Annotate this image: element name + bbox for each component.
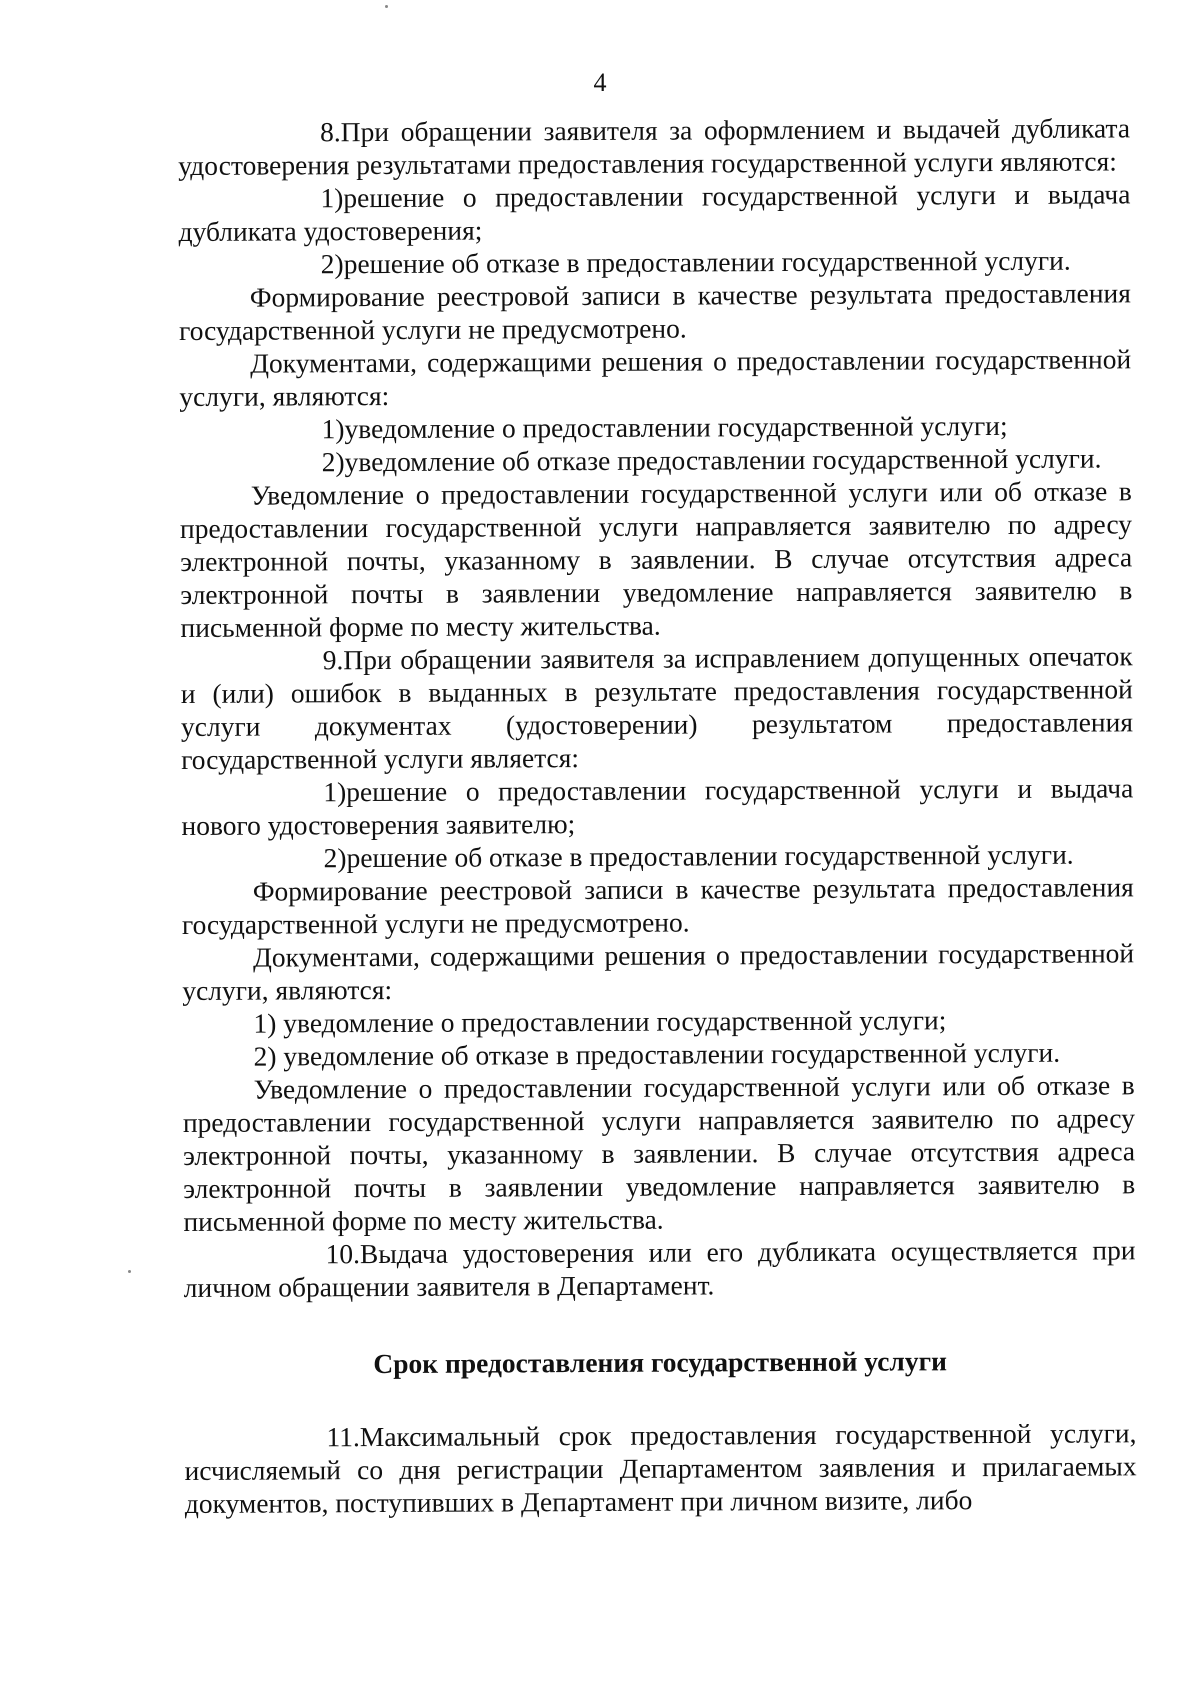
- paragraph-text: Выдача удостоверения или его дубликата осуществляется при личном обращении заявителя в Департамент.: [183, 1234, 1136, 1303]
- section-heading: Срок предоставления государственной услуги: [373, 1345, 947, 1380]
- paragraph-text: решение об отказе в предоставлении государственной услуги.: [343, 244, 1071, 280]
- item-number: 10.: [325, 1238, 361, 1270]
- paragraph: [182, 936, 1134, 1007]
- paragraph-text: Формирование реестровой записи в качестве результата предоставления государственной услуги не предусмотрено.: [178, 277, 1131, 346]
- page-number: 4: [593, 68, 607, 97]
- scan-speck: [385, 5, 388, 8]
- paragraph: [179, 276, 1131, 347]
- item-number: 2): [323, 842, 347, 874]
- paragraph-text: решение об отказе в предоставлении государственной услуги.: [346, 838, 1074, 874]
- paragraph-text: Формирование реестровой записи в качестве результата предоставления государственной услуги не предусмотрено.: [181, 871, 1134, 940]
- paragraph-text: Документами, содержащими решения о предоставлении государственной услуги, являются:: [182, 937, 1135, 1006]
- list-item: [179, 408, 1131, 446]
- item-number: 8.: [320, 116, 341, 148]
- paragraph-text: уведомление об отказе предоставлении государственной услуги.: [344, 442, 1102, 478]
- item-number: 1): [323, 776, 347, 808]
- list-item: [180, 441, 1132, 479]
- paragraph-text: При обращении заявителя за исправлением допущенных опечаток и (или) ошибок в выданных в результате предоставления государственной услуги документах (удостоверении) результатом предоставления государственной услуги является:: [180, 640, 1134, 775]
- paragraph: [182, 870, 1134, 941]
- list-item: [179, 243, 1131, 281]
- list-item: [182, 1002, 1134, 1040]
- paragraph-text: Уведомление о предоставлении государственной услуги или об отказе в предоставлении государственной услуги направляется заявителю по адресу электронной почты, указанному в заявлении. В случае отсутствия адреса электронной почты в заявлении уведомление направляется заявителю в письменной форме по месту жительства.: [182, 1069, 1136, 1237]
- item-number: 2): [320, 248, 344, 280]
- item-number: 9.: [322, 644, 344, 676]
- paragraph-text: решение о предоставлении государственной услуги и выдача нового удостоверения заявителю;: [181, 772, 1134, 841]
- item-number: 11.: [326, 1421, 360, 1453]
- paragraph-9: [181, 639, 1134, 776]
- paragraph: [179, 342, 1131, 413]
- document-body: [178, 111, 1137, 1520]
- item-number: 1): [321, 413, 345, 445]
- paragraph-11: [184, 1416, 1136, 1520]
- scan-speck: [128, 1270, 131, 1273]
- list-item: [178, 177, 1130, 248]
- list-item: [183, 1035, 1135, 1073]
- paragraph-text: решение о предоставлении государственной услуги и выдача дубликата удостоверения;: [178, 178, 1131, 247]
- paragraph-text: При обращении заявителя за оформлением и выдачей дубликата удостоверения результатами предоставления государственной услуги являются:: [178, 112, 1131, 181]
- item-number: 2): [321, 446, 345, 478]
- paragraph: [180, 474, 1133, 644]
- item-number: 1): [320, 182, 344, 214]
- paragraph-10: [183, 1233, 1135, 1304]
- paragraph-text: Документами, содержащими решения о предоставлении государственной услуги, являются:: [179, 343, 1132, 412]
- paragraph: [183, 1068, 1136, 1238]
- paragraph-text: Уведомление о предоставлении государственной услуги или об отказе в предоставлении государственной услуги направляется заявителю по адресу электронной почты, указанному в заявлении. В случае отсутствия адреса электронной почты в заявлении уведомление направляется заявителю в письменной форме по месту жительства.: [179, 475, 1133, 643]
- paragraph-text: уведомление о предоставлении государственной услуги;: [344, 409, 1008, 445]
- list-item: [181, 771, 1133, 842]
- paragraph-text: 1) уведомление о предоставлении государственной услуги;: [253, 1004, 947, 1039]
- paragraph-8: [178, 111, 1130, 182]
- paragraph-text: 2) уведомление об отказе в предоставлении государственной услуги.: [253, 1036, 1061, 1072]
- list-item: [182, 837, 1134, 875]
- paragraph-text: Максимальный срок предоставления государственной услуги, исчисляемый со дня регистрации Департаментом заявления и прилагаемых документов, поступивших в Департамент при личном визите, либо: [184, 1417, 1137, 1519]
